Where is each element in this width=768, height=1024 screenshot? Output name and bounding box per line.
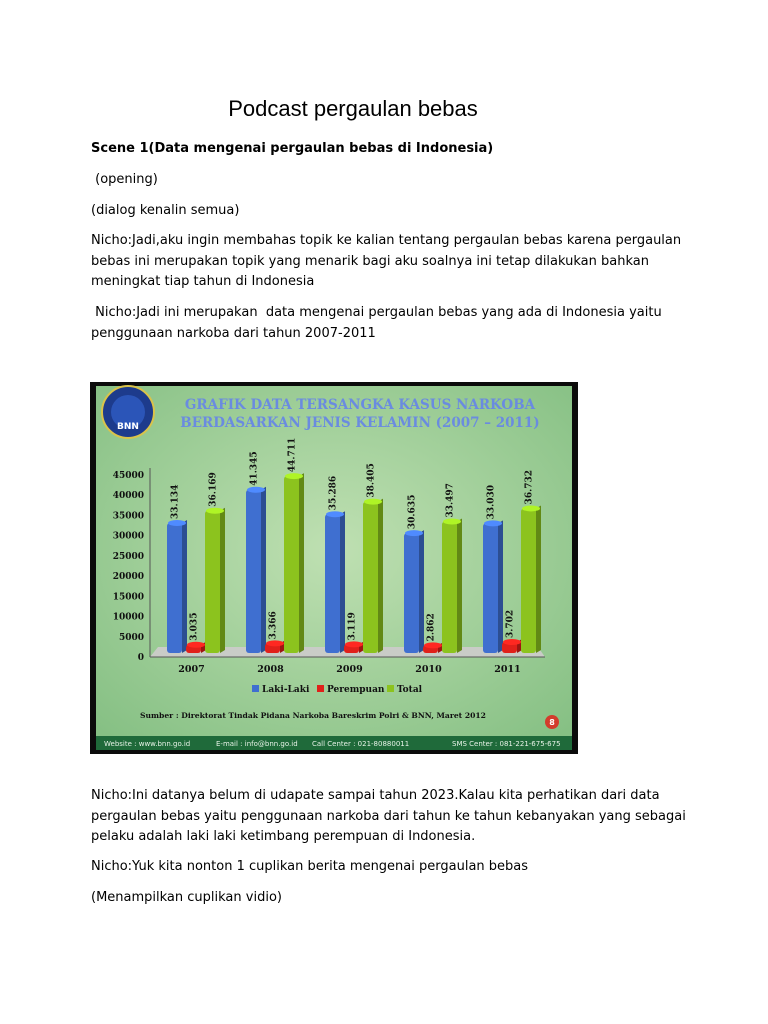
bar-value-label: 3.035 [189,612,200,641]
footer-callcenter: Call Center : 021-80880011 [312,740,410,748]
bar-value-label: 38.405 [366,463,377,498]
y-tick-label: 30000 [112,531,144,542]
bar-chart [90,382,578,754]
chart-figure [90,382,578,754]
bar-value-label: 36.732 [524,469,535,505]
bar-value-label: 30.635 [407,494,418,530]
bar-value-label: 3.119 [347,612,358,641]
chart-source: Sumber : Direktorat Tindak Pidana Narkoba Bareskrim Polri & BNN, Maret 2012 [140,711,486,720]
bar-perempuan-2008 [265,640,285,653]
footer-email: E-mail : info@bnn.go.id [216,740,298,748]
y-tick-label: 35000 [112,511,144,522]
bar-value-label: 3.366 [268,611,279,640]
y-tick-label: 20000 [112,572,144,583]
bar-value-label: 41.345 [249,451,260,486]
legend-label-total: Total [397,685,423,695]
logo-text: BNN [117,422,139,432]
document-title: Podcast pergaulan bebas [228,96,478,121]
y-tick-label: 0 [137,653,144,663]
bar-total-2008 [284,473,304,653]
x-tick-label: 2011 [494,664,521,675]
y-tick-label: 40000 [112,491,144,502]
bar-laki-laki-2009 [325,511,345,653]
bar-laki-laki-2008 [246,487,266,653]
bar-perempuan-2007 [186,642,206,653]
x-tick-label: 2007 [178,664,205,675]
slide-title-line-1: GRAFIK DATA TERSANGKA KASUS NARKOBA [184,397,536,413]
bar-value-label: 33.497 [445,483,456,518]
paragraph-data-intro: Nicho:Jadi ini merupakan data mengenai pergaulan bebas yang ada di Indonesia yaitu penggunaan narkoba dari tahun 2007-2011 [91,305,666,341]
svg-text:8: 8 [549,718,555,727]
y-tick-label: 45000 [112,471,144,481]
bar-total-2009 [363,499,383,653]
footer-sms: SMS Center : 081-221-675-675 [452,740,561,748]
bar-value-label: 2.862 [426,613,437,642]
bar-perempuan-2011 [502,639,522,653]
bar-value-label: 33.134 [170,484,181,519]
bar-value-label: 44.711 [287,437,298,473]
paragraph-video-intro: Nicho:Yuk kita nonton 1 cuplikan berita mengenai pergaulan bebas [91,859,529,874]
x-tick-label: 2009 [336,664,363,675]
y-tick-label: 25000 [112,551,144,562]
bar-value-label: 33.030 [486,484,497,520]
bar-total-2007 [205,508,225,653]
paragraph-video-note: (Menampilkan cuplikan vidio) [91,890,282,905]
bar-value-label: 36.169 [208,472,219,507]
bar-laki-laki-2007 [167,520,187,653]
x-tick-label: 2010 [415,664,442,675]
legend-swatch-perempuan [317,685,324,692]
dialog-note: (dialog kenalin semua) [91,203,240,218]
x-tick-label: 2008 [257,664,284,675]
bnn-logo [102,386,154,438]
bar-value-label: 3.702 [505,609,516,639]
paragraph-analysis: Nicho:Ini datanya belum di udapate sampai tahun 2023.Kalau kita perhatikan dari data pergaulan bebas yaitu penggunaan narkoba dari tahun ke tahun kebanyakan yang sebagai pelaku adalah laki laki ketimbang perempuan di Indonesia. [91,788,686,844]
legend-label-perempuan: Perempuan [327,685,385,695]
bar-perempuan-2010 [423,642,443,653]
bar-total-2010 [442,519,462,653]
y-tick-label: 15000 [112,592,144,603]
y-tick-label: 10000 [112,612,144,623]
slide-title-line-2: BERDASARKAN JENIS KELAMIN (2007 – 2011) [180,415,540,431]
bar-laki-laki-2011 [483,520,503,653]
bar-laki-laki-2010 [404,530,424,653]
legend-label-laki-laki: Laki-Laki [262,685,310,695]
bar-value-label: 35.286 [328,475,339,511]
y-tick-label: 5000 [118,632,144,643]
scene-heading: Scene 1(Data mengenai pergaulan bebas di Indonesia) [91,141,494,156]
legend-swatch-laki-laki [252,685,259,692]
bar-perempuan-2009 [344,641,364,653]
bar-total-2011 [521,505,541,653]
footer-website: Website : www.bnn.go.id [104,740,191,748]
page-badge [545,715,559,729]
paragraph-intro: Nicho:Jadi,aku ingin membahas topik ke kalian tentang pergaulan bebas karena pergaulan bebas ini merupakan topik yang menarik bagi aku soalnya ini tetap dilakukan bahkan meningkat tiap tahun di Indonesia [91,233,682,289]
opening-note: (opening) [91,172,158,187]
chart-legend [252,685,423,695]
legend-swatch-total [387,685,394,692]
